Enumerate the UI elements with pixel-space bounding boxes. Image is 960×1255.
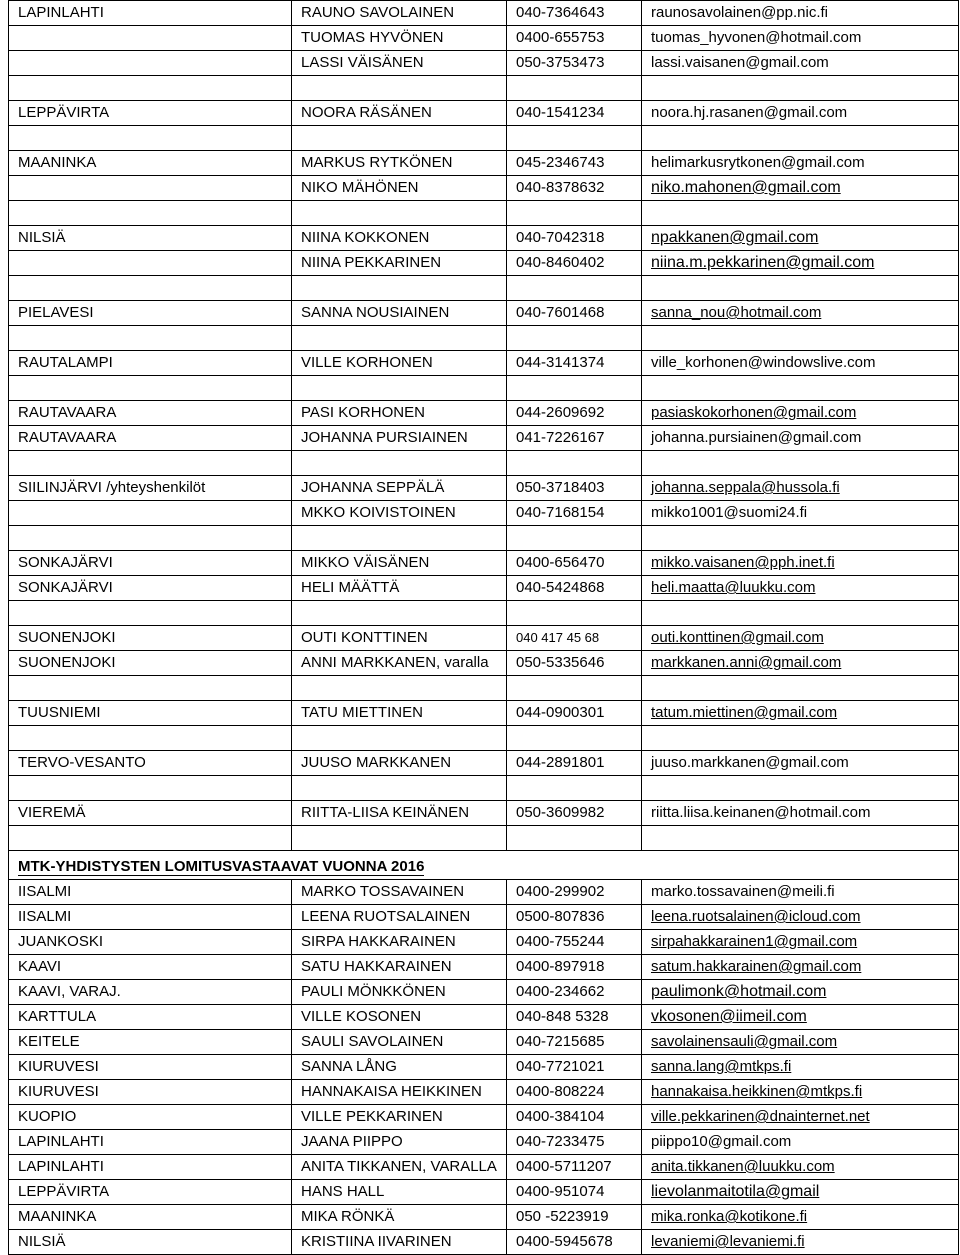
empty-cell [292, 676, 507, 701]
person-name-cell: JOHANNA PURSIAINEN [292, 426, 507, 451]
spacer-row [9, 676, 959, 701]
municipality-cell: KUOPIO [9, 1105, 292, 1130]
person-name-cell: MKKO KOIVISTOINEN [292, 501, 507, 526]
contact-row [9, 905, 959, 930]
phone-cell: 040-7233475 [507, 1130, 642, 1155]
person-name-cell: NOORA RÄSÄNEN [292, 101, 507, 126]
contact-row [9, 930, 959, 955]
contact-row [9, 51, 959, 76]
person-name-cell: SAULI SAVOLAINEN [292, 1030, 507, 1055]
municipality-cell: LEPPÄVIRTA [9, 101, 292, 126]
spacer-row [9, 826, 959, 851]
phone-cell: 044-0900301 [507, 701, 642, 726]
empty-cell [642, 676, 959, 701]
email-cell[interactable]: mikko1001@suomi24.fi [642, 501, 959, 526]
contact-table [8, 0, 959, 1255]
spacer-row [9, 776, 959, 801]
person-name-cell: RAUNO SAVOLAINEN [292, 1, 507, 26]
email-cell[interactable]: johanna.pursiainen@gmail.com [642, 426, 959, 451]
municipality-cell: KIURUVESI [9, 1055, 292, 1080]
person-name-cell: HANNAKAISA HEIKKINEN [292, 1080, 507, 1105]
empty-cell [292, 201, 507, 226]
email-cell[interactable]: lassi.vaisanen@gmail.com [642, 51, 959, 76]
spacer-row [9, 126, 959, 151]
municipality-cell: RAUTAVAARA [9, 426, 292, 451]
empty-cell [507, 276, 642, 301]
contact-row [9, 576, 959, 601]
email-cell[interactable]: niko.mahonen@gmail.com [642, 176, 959, 201]
contact-row [9, 1230, 959, 1255]
person-name-cell: JAANA PIIPPO [292, 1130, 507, 1155]
contact-row [9, 1, 959, 26]
email-cell[interactable]: leena.ruotsalainen@icloud.com [642, 905, 959, 930]
email-cell[interactable]: johanna.seppala@hussola.fi [642, 476, 959, 501]
empty-cell [507, 826, 642, 851]
contact-row [9, 151, 959, 176]
person-name-cell: HANS HALL [292, 1180, 507, 1205]
contact-table-body [9, 1, 959, 1255]
phone-cell: 040-7601468 [507, 301, 642, 326]
phone-cell: 040-848 5328 [507, 1005, 642, 1030]
contact-row [9, 880, 959, 905]
empty-cell [9, 326, 292, 351]
empty-cell [507, 126, 642, 151]
phone-cell: 040-7042318 [507, 226, 642, 251]
municipality-cell [9, 51, 292, 76]
person-name-cell: JOHANNA SEPPÄLÄ [292, 476, 507, 501]
municipality-cell: SIILINJÄRVI /yhteyshenkilöt [9, 476, 292, 501]
empty-cell [642, 76, 959, 101]
phone-cell: 0400-299902 [507, 880, 642, 905]
empty-cell [642, 776, 959, 801]
empty-cell [9, 201, 292, 226]
empty-cell [292, 451, 507, 476]
person-name-cell: TATU MIETTINEN [292, 701, 507, 726]
email-cell[interactable]: riitta.liisa.keinanen@hotmail.com [642, 801, 959, 826]
phone-cell: 040-7721021 [507, 1055, 642, 1080]
section-title: MTK-YHDISTYSTEN LOMITUSVASTAAVAT VUONNA 2016 [18, 858, 425, 875]
empty-cell [642, 126, 959, 151]
phone-cell: 045-2346743 [507, 151, 642, 176]
person-name-cell: RIITTA-LIISA KEINÄNEN [292, 801, 507, 826]
person-name-cell: VILLE KOSONEN [292, 1005, 507, 1030]
contact-row [9, 1105, 959, 1130]
empty-cell [9, 726, 292, 751]
empty-cell [9, 376, 292, 401]
email-cell[interactable]: savolainensauli@gmail.com [642, 1030, 959, 1055]
person-name-cell: MIKKO VÄISÄNEN [292, 551, 507, 576]
municipality-cell: SONKAJÄRVI [9, 576, 292, 601]
empty-cell [9, 826, 292, 851]
empty-cell [292, 601, 507, 626]
phone-cell: 0400-655753 [507, 26, 642, 51]
contact-row [9, 1005, 959, 1030]
empty-cell [9, 776, 292, 801]
person-name-cell: HELI MÄÄTTÄ [292, 576, 507, 601]
empty-cell [9, 526, 292, 551]
contact-row [9, 651, 959, 676]
municipality-cell: KARTTULA [9, 1005, 292, 1030]
phone-cell: 0400-656470 [507, 551, 642, 576]
empty-cell [9, 126, 292, 151]
empty-cell [9, 276, 292, 301]
empty-cell [292, 276, 507, 301]
empty-cell [642, 326, 959, 351]
contact-row [9, 701, 959, 726]
email-cell[interactable]: tatum.miettinen@gmail.com [642, 701, 959, 726]
phone-cell: 0400-808224 [507, 1080, 642, 1105]
person-name-cell: MARKUS RYTKÖNEN [292, 151, 507, 176]
email-cell[interactable]: npakkanen@gmail.com [642, 226, 959, 251]
person-name-cell: LASSI VÄISÄNEN [292, 51, 507, 76]
contact-row [9, 1055, 959, 1080]
person-name-cell: NIKO MÄHÖNEN [292, 176, 507, 201]
contact-row [9, 176, 959, 201]
person-name-cell: MIKA RÖNKÄ [292, 1205, 507, 1230]
municipality-cell: KIURUVESI [9, 1080, 292, 1105]
empty-cell [642, 826, 959, 851]
section-title-cell [9, 851, 959, 880]
municipality-cell: MAANINKA [9, 1205, 292, 1230]
empty-cell [292, 76, 507, 101]
municipality-cell [9, 26, 292, 51]
email-cell[interactable]: mika.ronka@kotikone.fi [642, 1205, 959, 1230]
phone-cell: 040-7168154 [507, 501, 642, 526]
municipality-cell: IISALMI [9, 880, 292, 905]
email-cell[interactable]: sirpahakkarainen1@gmail.com [642, 930, 959, 955]
municipality-cell [9, 251, 292, 276]
email-cell[interactable]: piippo10@gmail.com [642, 1130, 959, 1155]
phone-cell: 050-3718403 [507, 476, 642, 501]
contact-row [9, 1180, 959, 1205]
spacer-row [9, 326, 959, 351]
phone-cell: 0400-234662 [507, 980, 642, 1005]
contact-row [9, 1205, 959, 1230]
contact-row [9, 476, 959, 501]
email-cell[interactable]: tuomas_hyvonen@hotmail.com [642, 26, 959, 51]
phone-cell: 0400-951074 [507, 1180, 642, 1205]
spacer-row [9, 201, 959, 226]
contact-row [9, 1030, 959, 1055]
contact-row [9, 955, 959, 980]
contact-row [9, 1080, 959, 1105]
contact-row [9, 501, 959, 526]
empty-cell [642, 451, 959, 476]
empty-cell [292, 826, 507, 851]
email-cell[interactable]: hannakaisa.heikkinen@mtkps.fi [642, 1080, 959, 1105]
person-name-cell: VILLE PEKKARINEN [292, 1105, 507, 1130]
municipality-cell: TUUSNIEMI [9, 701, 292, 726]
person-name-cell: ANNI MARKKANEN, varalla [292, 651, 507, 676]
email-cell[interactable]: ville.pekkarinen@dnainternet.net [642, 1105, 959, 1130]
phone-cell: 050 -5223919 [507, 1205, 642, 1230]
phone-cell: 0400-897918 [507, 955, 642, 980]
phone-cell: 0400-5945678 [507, 1230, 642, 1255]
municipality-cell: JUANKOSKI [9, 930, 292, 955]
person-name-cell: NIINA KOKKONEN [292, 226, 507, 251]
municipality-cell: SUONENJOKI [9, 651, 292, 676]
phone-cell: 044-2891801 [507, 751, 642, 776]
empty-cell [292, 326, 507, 351]
contact-row [9, 980, 959, 1005]
empty-cell [9, 76, 292, 101]
phone-cell: 050-3609982 [507, 801, 642, 826]
person-name-cell: PASI KORHONEN [292, 401, 507, 426]
phone-cell: 0400-5711207 [507, 1155, 642, 1180]
spacer-row [9, 76, 959, 101]
municipality-cell: RAUTAVAARA [9, 401, 292, 426]
email-cell[interactable]: levaniemi@levaniemi.fi [642, 1230, 959, 1255]
municipality-cell: LAPINLAHTI [9, 1155, 292, 1180]
contact-row [9, 626, 959, 651]
municipality-cell: TERVO-VESANTO [9, 751, 292, 776]
contact-row [9, 801, 959, 826]
empty-cell [642, 526, 959, 551]
email-cell[interactable]: sanna_nou@hotmail.com [642, 301, 959, 326]
contact-row [9, 401, 959, 426]
email-cell[interactable]: ville_korhonen@windowslive.com [642, 351, 959, 376]
phone-cell: 0500-807836 [507, 905, 642, 930]
email-cell[interactable]: pasiaskokorhonen@gmail.com [642, 401, 959, 426]
phone-cell: 040-1541234 [507, 101, 642, 126]
person-name-cell: NIINA PEKKARINEN [292, 251, 507, 276]
municipality-cell: MAANINKA [9, 151, 292, 176]
spacer-row [9, 451, 959, 476]
person-name-cell: SANNA LÅNG [292, 1055, 507, 1080]
empty-cell [292, 376, 507, 401]
phone-cell: 0400-755244 [507, 930, 642, 955]
spacer-row [9, 601, 959, 626]
person-name-cell: SATU HAKKARAINEN [292, 955, 507, 980]
phone-cell: 044-2609692 [507, 401, 642, 426]
contact-row [9, 226, 959, 251]
email-cell[interactable]: helimarkusrytkonen@gmail.com [642, 151, 959, 176]
municipality-cell: LEPPÄVIRTA [9, 1180, 292, 1205]
phone-cell: 040 417 45 68 [507, 626, 642, 651]
contact-row [9, 1130, 959, 1155]
email-cell[interactable]: sanna.lang@mtkps.fi [642, 1055, 959, 1080]
contact-row [9, 301, 959, 326]
municipality-cell: KAAVI [9, 955, 292, 980]
contact-row [9, 1155, 959, 1180]
section-title-row [9, 851, 959, 880]
municipality-cell: KEITELE [9, 1030, 292, 1055]
empty-cell [507, 726, 642, 751]
empty-cell [642, 601, 959, 626]
contact-row [9, 251, 959, 276]
email-cell[interactable]: mikko.vaisanen@pph.inet.fi [642, 551, 959, 576]
phone-cell: 040-5424868 [507, 576, 642, 601]
municipality-cell: IISALMI [9, 905, 292, 930]
email-cell[interactable]: paulimonk@hotmail.com [642, 980, 959, 1005]
empty-cell [642, 726, 959, 751]
municipality-cell: NILSIÄ [9, 226, 292, 251]
email-cell[interactable]: heli.maatta@luukku.com [642, 576, 959, 601]
email-cell[interactable]: vkosonen@iimeil.com [642, 1005, 959, 1030]
empty-cell [507, 326, 642, 351]
phone-cell: 0400-384104 [507, 1105, 642, 1130]
person-name-cell: KRISTIINA IIVARINEN [292, 1230, 507, 1255]
empty-cell [507, 776, 642, 801]
empty-cell [292, 526, 507, 551]
person-name-cell: JUUSO MARKKANEN [292, 751, 507, 776]
empty-cell [642, 276, 959, 301]
empty-cell [9, 601, 292, 626]
person-name-cell: MARKO TOSSAVAINEN [292, 880, 507, 905]
person-name-cell: LEENA RUOTSALAINEN [292, 905, 507, 930]
municipality-cell: PIELAVESI [9, 301, 292, 326]
person-name-cell: ANITA TIKKANEN, VARALLA [292, 1155, 507, 1180]
email-cell[interactable]: anita.tikkanen@luukku.com [642, 1155, 959, 1180]
email-cell[interactable]: outi.konttinen@gmail.com [642, 626, 959, 651]
empty-cell [507, 201, 642, 226]
phone-cell: 050-3753473 [507, 51, 642, 76]
empty-cell [507, 76, 642, 101]
empty-cell [9, 676, 292, 701]
spacer-row [9, 726, 959, 751]
municipality-cell: RAUTALAMPI [9, 351, 292, 376]
spacer-row [9, 276, 959, 301]
empty-cell [292, 126, 507, 151]
empty-cell [9, 451, 292, 476]
spacer-row [9, 526, 959, 551]
municipality-cell: KAAVI, VARAJ. [9, 980, 292, 1005]
phone-cell: 040-7364643 [507, 1, 642, 26]
person-name-cell: SIRPA HAKKARAINEN [292, 930, 507, 955]
phone-cell: 044-3141374 [507, 351, 642, 376]
empty-cell [507, 376, 642, 401]
spacer-row [9, 376, 959, 401]
email-cell[interactable]: satum.hakkarainen@gmail.com [642, 955, 959, 980]
person-name-cell: SANNA NOUSIAINEN [292, 301, 507, 326]
email-cell[interactable]: lievolanmaitotila@gmail [642, 1180, 959, 1205]
email-cell[interactable]: marko.tossavainen@meili.fi [642, 880, 959, 905]
contact-row [9, 751, 959, 776]
municipality-cell: NILSIÄ [9, 1230, 292, 1255]
email-cell[interactable]: juuso.markkanen@gmail.com [642, 751, 959, 776]
contact-row [9, 101, 959, 126]
empty-cell [507, 601, 642, 626]
municipality-cell: SUONENJOKI [9, 626, 292, 651]
email-cell[interactable]: noora.hj.rasanen@gmail.com [642, 101, 959, 126]
municipality-cell: LAPINLAHTI [9, 1130, 292, 1155]
phone-cell: 040-8460402 [507, 251, 642, 276]
municipality-cell: VIEREMÄ [9, 801, 292, 826]
municipality-cell: SONKAJÄRVI [9, 551, 292, 576]
municipality-cell [9, 501, 292, 526]
phone-cell: 040-7215685 [507, 1030, 642, 1055]
empty-cell [642, 376, 959, 401]
contact-row [9, 351, 959, 376]
empty-cell [292, 776, 507, 801]
person-name-cell: PAULI MÖNKKÖNEN [292, 980, 507, 1005]
contact-row [9, 426, 959, 451]
contact-row [9, 26, 959, 51]
person-name-cell: VILLE KORHONEN [292, 351, 507, 376]
contact-row [9, 551, 959, 576]
empty-cell [507, 676, 642, 701]
email-cell[interactable]: raunosavolainen@pp.nic.fi [642, 1, 959, 26]
empty-cell [292, 726, 507, 751]
phone-cell: 040-8378632 [507, 176, 642, 201]
person-name-cell: TUOMAS HYVÖNEN [292, 26, 507, 51]
email-cell[interactable]: niina.m.pekkarinen@gmail.com [642, 251, 959, 276]
phone-cell: 050-5335646 [507, 651, 642, 676]
phone-cell: 041-7226167 [507, 426, 642, 451]
email-cell[interactable]: markkanen.anni@gmail.com [642, 651, 959, 676]
empty-cell [507, 451, 642, 476]
municipality-cell: LAPINLAHTI [9, 1, 292, 26]
empty-cell [642, 201, 959, 226]
municipality-cell [9, 176, 292, 201]
person-name-cell: OUTI KONTTINEN [292, 626, 507, 651]
empty-cell [507, 526, 642, 551]
